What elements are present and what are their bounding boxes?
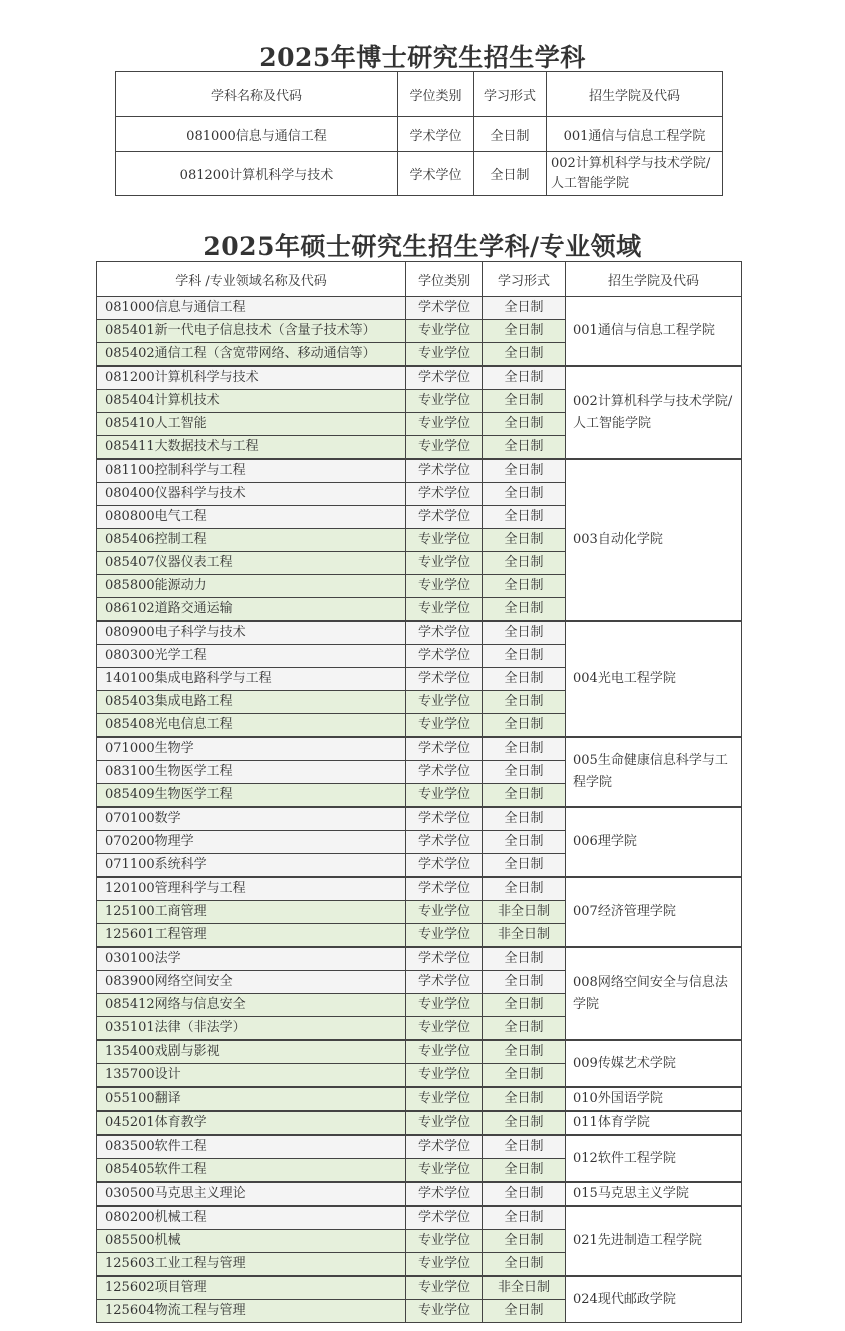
header-school: 招生学院及代码 [566, 262, 742, 297]
degree-type: 专业学位 [406, 413, 483, 436]
degree-type: 学术学位 [406, 621, 483, 645]
header-study-form: 学习形式 [483, 262, 566, 297]
study-form: 全日制 [483, 483, 566, 506]
study-form: 全日制 [483, 994, 566, 1017]
table-row [97, 877, 742, 901]
discipline-name: 080400仪器科学与技术 [97, 483, 406, 506]
study-form: 全日制 [483, 1087, 566, 1111]
degree-type: 专业学位 [406, 691, 483, 714]
discipline-name: 140100集成电路科学与工程 [97, 668, 406, 691]
school-name: 002计算机科学与技术学院/人工智能学院 [566, 366, 742, 459]
discipline-name: 071100系统科学 [97, 854, 406, 878]
degree-type: 学术学位 [406, 297, 483, 320]
degree-type: 学术学位 [406, 1182, 483, 1206]
degree-type: 专业学位 [406, 390, 483, 413]
degree-type: 专业学位 [406, 1064, 483, 1088]
degree-type: 专业学位 [406, 320, 483, 343]
study-form: 全日制 [474, 117, 547, 152]
study-form: 全日制 [483, 598, 566, 622]
degree-type: 专业学位 [406, 1017, 483, 1041]
discipline-name: 085402通信工程（含宽带网络、移动通信等） [97, 343, 406, 367]
masters-table-body [97, 297, 742, 1323]
study-form: 全日制 [483, 552, 566, 575]
study-form: 全日制 [483, 1253, 566, 1277]
study-form: 全日制 [483, 807, 566, 831]
school-name: 005生命健康信息科学与工程学院 [566, 737, 742, 807]
degree-type: 专业学位 [406, 436, 483, 460]
discipline-name: 085401新一代电子信息技术（含量子技术等） [97, 320, 406, 343]
study-form: 全日制 [483, 877, 566, 901]
degree-type: 专业学位 [406, 575, 483, 598]
discipline-name: 085412网络与信息安全 [97, 994, 406, 1017]
study-form: 全日制 [483, 1064, 566, 1088]
discipline-name: 035101法律（非法学） [97, 1017, 406, 1041]
study-form: 非全日制 [483, 1276, 566, 1300]
degree-type: 学术学位 [406, 737, 483, 761]
discipline-name: 120100管理科学与工程 [97, 877, 406, 901]
study-form: 全日制 [474, 152, 547, 196]
study-form: 全日制 [483, 691, 566, 714]
discipline-name: 080900电子科学与技术 [97, 621, 406, 645]
table-header-row [97, 262, 742, 297]
discipline-name: 086102道路交通运输 [97, 598, 406, 622]
degree-type: 专业学位 [406, 924, 483, 948]
degree-type: 专业学位 [406, 1111, 483, 1135]
discipline-name: 085407仪器仪表工程 [97, 552, 406, 575]
study-form: 全日制 [483, 343, 566, 367]
discipline-name: 081200计算机科学与技术 [116, 152, 398, 196]
study-form: 全日制 [483, 714, 566, 738]
study-form: 全日制 [483, 761, 566, 784]
degree-type: 专业学位 [406, 1300, 483, 1323]
discipline-name: 085408光电信息工程 [97, 714, 406, 738]
discipline-name: 055100翻译 [97, 1087, 406, 1111]
degree-type: 学术学位 [406, 947, 483, 971]
degree-type: 专业学位 [406, 343, 483, 367]
table-row [97, 947, 742, 971]
discipline-name: 085405软件工程 [97, 1159, 406, 1183]
study-form: 全日制 [483, 831, 566, 854]
table-row [97, 1040, 742, 1064]
degree-type: 学术学位 [406, 483, 483, 506]
school-name: 008网络空间安全与信息法学院 [566, 947, 742, 1040]
header-discipline: 学科名称及代码 [116, 72, 398, 117]
degree-type: 专业学位 [406, 1230, 483, 1253]
discipline-name: 083500软件工程 [97, 1135, 406, 1159]
study-form: 全日制 [483, 854, 566, 878]
school-name: 024现代邮政学院 [566, 1276, 742, 1323]
discipline-name: 085800能源动力 [97, 575, 406, 598]
discipline-name: 085411大数据技术与工程 [97, 436, 406, 460]
table-row [97, 1111, 742, 1135]
study-form: 全日制 [483, 297, 566, 320]
study-form: 全日制 [483, 971, 566, 994]
degree-type: 专业学位 [406, 784, 483, 808]
discipline-name: 085406控制工程 [97, 529, 406, 552]
study-form: 全日制 [483, 506, 566, 529]
table-row [97, 1135, 742, 1159]
degree-type: 学术学位 [406, 645, 483, 668]
study-form: 全日制 [483, 1206, 566, 1230]
school-name: 011体育学院 [566, 1111, 742, 1135]
discipline-name: 125100工商管理 [97, 901, 406, 924]
study-form: 全日制 [483, 784, 566, 808]
study-form: 全日制 [483, 1159, 566, 1183]
discipline-name: 125601工程管理 [97, 924, 406, 948]
degree-type: 专业学位 [406, 1159, 483, 1183]
school-name: 003自动化学院 [566, 459, 742, 621]
table-row [97, 1182, 742, 1206]
study-form: 全日制 [483, 459, 566, 483]
masters-section-title: 2025年硕士研究生招生学科/专业领域 [203, 232, 642, 261]
phd-section-title: 2025年博士研究生招生学科 [259, 43, 586, 72]
study-form: 全日制 [483, 1017, 566, 1041]
table-row [97, 297, 742, 320]
discipline-name: 085410人工智能 [97, 413, 406, 436]
table-row [116, 152, 723, 196]
degree-type: 学术学位 [406, 506, 483, 529]
study-form: 全日制 [483, 1040, 566, 1064]
degree-type: 学术学位 [398, 152, 474, 196]
study-form: 全日制 [483, 621, 566, 645]
degree-type: 学术学位 [406, 877, 483, 901]
phd-table [115, 71, 723, 196]
degree-type: 专业学位 [406, 901, 483, 924]
table-row [97, 807, 742, 831]
study-form: 全日制 [483, 575, 566, 598]
degree-type: 学术学位 [406, 1135, 483, 1159]
discipline-name: 125604物流工程与管理 [97, 1300, 406, 1323]
school-name: 006理学院 [566, 807, 742, 877]
discipline-name: 125603工业工程与管理 [97, 1253, 406, 1277]
discipline-name: 070200物理学 [97, 831, 406, 854]
discipline-name: 030500马克思主义理论 [97, 1182, 406, 1206]
discipline-name: 080200机械工程 [97, 1206, 406, 1230]
discipline-name: 080800电气工程 [97, 506, 406, 529]
discipline-name: 085404计算机技术 [97, 390, 406, 413]
school-name: 010外国语学院 [566, 1087, 742, 1111]
discipline-name: 081000信息与通信工程 [97, 297, 406, 320]
study-form: 全日制 [483, 1230, 566, 1253]
study-form: 全日制 [483, 737, 566, 761]
discipline-name: 081100控制科学与工程 [97, 459, 406, 483]
degree-type: 专业学位 [406, 994, 483, 1017]
school-name: 009传媒艺术学院 [566, 1040, 742, 1087]
table-row [97, 737, 742, 761]
discipline-name: 070100数学 [97, 807, 406, 831]
study-form: 全日制 [483, 320, 566, 343]
study-form: 全日制 [483, 947, 566, 971]
discipline-name: 045201体育教学 [97, 1111, 406, 1135]
discipline-name: 071000生物学 [97, 737, 406, 761]
discipline-name: 085409生物医学工程 [97, 784, 406, 808]
degree-type: 学术学位 [406, 854, 483, 878]
discipline-name: 135400戏剧与影视 [97, 1040, 406, 1064]
study-form: 全日制 [483, 668, 566, 691]
degree-type: 学术学位 [406, 366, 483, 390]
header-degree-type: 学位类别 [406, 262, 483, 297]
degree-type: 专业学位 [406, 714, 483, 738]
table-row [97, 621, 742, 645]
school-name: 012软件工程学院 [566, 1135, 742, 1182]
school-name: 001通信与信息工程学院 [547, 117, 723, 152]
school-name: 004光电工程学院 [566, 621, 742, 737]
study-form: 全日制 [483, 1111, 566, 1135]
discipline-name: 135700设计 [97, 1064, 406, 1088]
header-study-form: 学习形式 [474, 72, 547, 117]
discipline-name: 083900网络空间安全 [97, 971, 406, 994]
table-row [97, 1087, 742, 1111]
degree-type: 学术学位 [406, 1206, 483, 1230]
header-school: 招生学院及代码 [547, 72, 723, 117]
study-form: 全日制 [483, 390, 566, 413]
table-row [116, 117, 723, 152]
degree-type: 学术学位 [406, 831, 483, 854]
degree-type: 专业学位 [406, 529, 483, 552]
discipline-name: 125602项目管理 [97, 1276, 406, 1300]
table-row [97, 1276, 742, 1300]
table-row [97, 1206, 742, 1230]
school-name: 021先进制造工程学院 [566, 1206, 742, 1276]
school-name: 002计算机科学与技术学院/人工智能学院 [547, 152, 723, 196]
header-degree-type: 学位类别 [398, 72, 474, 117]
school-name: 007经济管理学院 [566, 877, 742, 947]
discipline-name: 081000信息与通信工程 [116, 117, 398, 152]
masters-table [96, 261, 742, 1323]
degree-type: 学术学位 [406, 459, 483, 483]
degree-type: 学术学位 [406, 971, 483, 994]
study-form: 全日制 [483, 645, 566, 668]
study-form: 全日制 [483, 1182, 566, 1206]
study-form: 非全日制 [483, 901, 566, 924]
discipline-name: 080300光学工程 [97, 645, 406, 668]
study-form: 全日制 [483, 529, 566, 552]
discipline-name: 085403集成电路工程 [97, 691, 406, 714]
table-header-row [116, 72, 723, 117]
discipline-name: 030100法学 [97, 947, 406, 971]
degree-type: 学术学位 [406, 761, 483, 784]
study-form: 非全日制 [483, 924, 566, 948]
study-form: 全日制 [483, 1135, 566, 1159]
degree-type: 专业学位 [406, 1040, 483, 1064]
study-form: 全日制 [483, 436, 566, 460]
discipline-name: 081200计算机科学与技术 [97, 366, 406, 390]
degree-type: 学术学位 [406, 668, 483, 691]
degree-type: 学术学位 [398, 117, 474, 152]
degree-type: 专业学位 [406, 1276, 483, 1300]
study-form: 全日制 [483, 1300, 566, 1323]
school-name: 015马克思主义学院 [566, 1182, 742, 1206]
degree-type: 专业学位 [406, 1087, 483, 1111]
study-form: 全日制 [483, 413, 566, 436]
degree-type: 专业学位 [406, 552, 483, 575]
study-form: 全日制 [483, 366, 566, 390]
degree-type: 专业学位 [406, 598, 483, 622]
table-row [97, 366, 742, 390]
degree-type: 专业学位 [406, 1253, 483, 1277]
table-row [97, 459, 742, 483]
degree-type: 学术学位 [406, 807, 483, 831]
discipline-name: 083100生物医学工程 [97, 761, 406, 784]
school-name: 001通信与信息工程学院 [566, 297, 742, 367]
header-discipline: 学科 /专业领域名称及代码 [97, 262, 406, 297]
discipline-name: 085500机械 [97, 1230, 406, 1253]
